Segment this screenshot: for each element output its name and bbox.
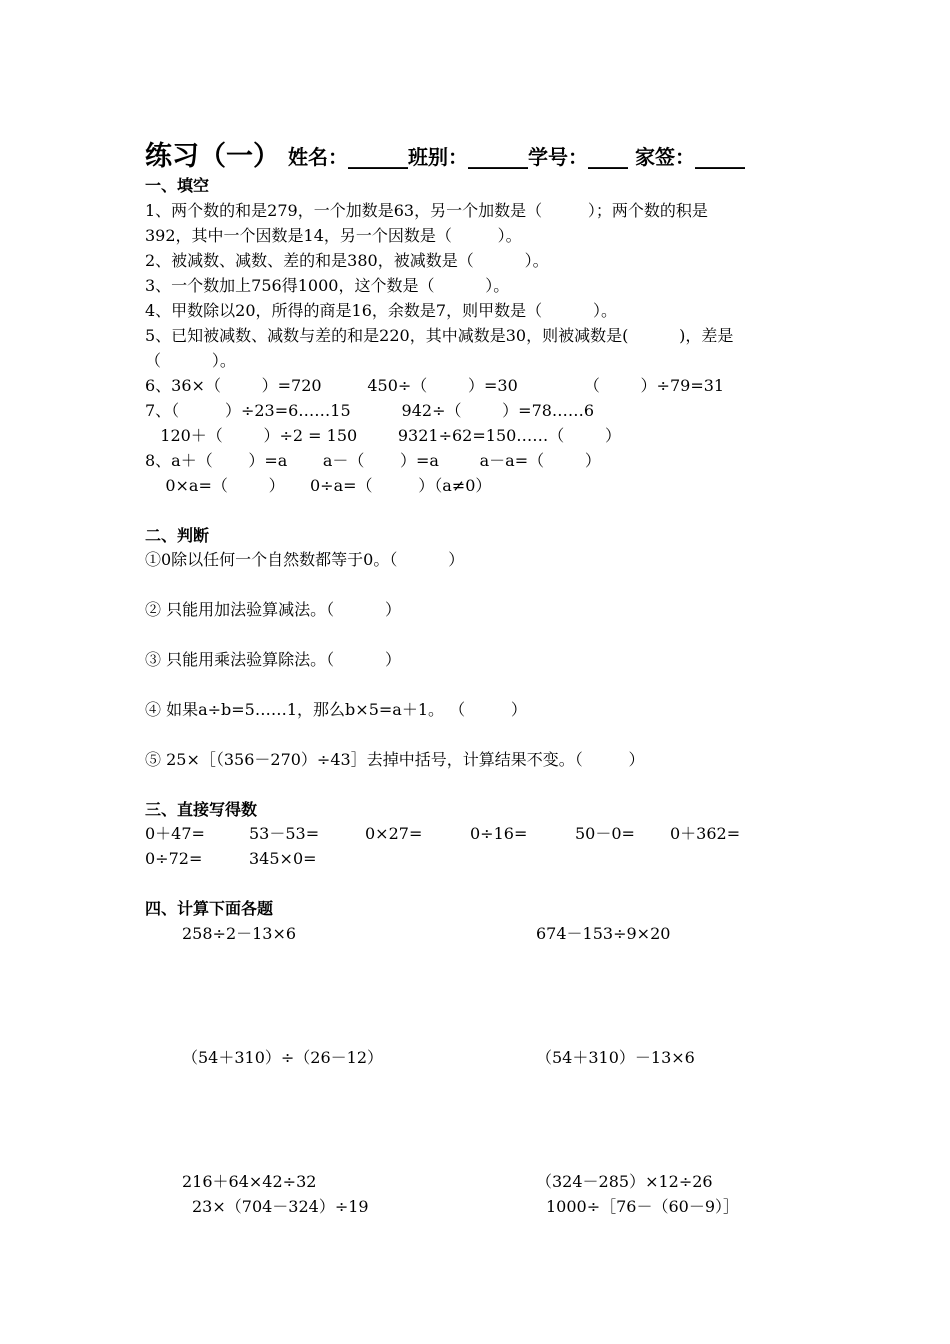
section-3-heading: 三、直接写得数 [145,800,258,819]
calculation-problem: （324－285）×12÷26 [536,1172,713,1191]
calculation-problem: （54＋310）－13×6 [536,1048,695,1067]
judgment-item: ④ 如果a÷b=5……1，那么b×5=a＋1。 （ ） [145,700,527,719]
mental-math-item: 345×0= [249,849,317,868]
calculation-problem: 216＋64×42÷32 [182,1172,317,1191]
fill-blank-line: 4、甲数除以20，所得的商是16，余数是7，则甲数是（ ）。 [145,301,617,320]
judgment-item: ⑤ 25×［（356－270）÷43］去掉中括号，计算结果不变。（ ） [145,750,645,769]
fill-blank-line: 392，其中一个因数是14，另一个因数是（ ）。 [145,226,522,245]
calculation-problem: 258÷2－13×6 [182,924,297,943]
section-2-heading: 二、判断 [145,526,210,545]
fill-blank-line: 120＋（ ）÷2 = 150 9321÷62=150……（ ） [145,426,621,445]
fill-blank-line: 3、一个数加上756得1000，这个数是（ ）。 [145,276,510,295]
calculation-problem: 674－153÷9×20 [536,924,671,943]
mental-math-item: 0÷72= [145,849,203,868]
fill-blank-line: 8、a＋（ ）=a a－（ ）=a a－a=（ ） [145,451,601,470]
fill-blank-line: 5、已知被减数、减数与差的和是220，其中减数是30，则被减数是( )，差是 [145,326,734,345]
fill-blank-line: 6、36×（ ）=720 450÷（ ）=30 （ ）÷79=31 [145,376,725,395]
mental-math-item: 0＋47= [145,824,205,843]
fill-blank-line: 2、被减数、减数、差的和是380，被减数是（ ）。 [145,251,549,270]
calculation-problem: （54＋310）÷（26－12） [182,1048,384,1067]
judgment-item: ①0除以任何一个自然数都等于0。（ ） [145,550,465,569]
judgment-item: ② 只能用加法验算减法。（ ） [145,600,401,619]
fill-blank-line: 7、（ ）÷23=6……15 942÷（ ）=78……6 [145,401,595,420]
student-info-fields: 姓名：______班别：______学号：____ 家签：_____ [288,145,745,169]
fill-blank-line: 0×a=（ ） 0÷a=（ ）（a≠0） [145,476,492,495]
section-1-heading: 一、填空 [145,176,210,195]
mental-math-item: 50－0= [575,824,635,843]
judgment-item: ③ 只能用乘法验算除法。（ ） [145,650,401,669]
fill-blank-line: 1、两个数的和是279，一个加数是63，另一个加数是（ ）；两个数的积是 [145,201,708,220]
calculation-problem: 1000÷［76－（60－9）］ [546,1197,740,1216]
mental-math-item: 53－53= [249,824,320,843]
mental-math-item: 0÷16= [470,824,528,843]
section-4-heading: 四、计算下面各题 [145,899,274,918]
calculation-problem: 23×（704－324）÷19 [192,1197,369,1216]
mental-math-item: 0＋362= [670,824,741,843]
fill-blank-line: （ ）。 [145,351,236,370]
worksheet-title: 练习（一） [145,141,280,172]
mental-math-item: 0×27= [365,824,423,843]
